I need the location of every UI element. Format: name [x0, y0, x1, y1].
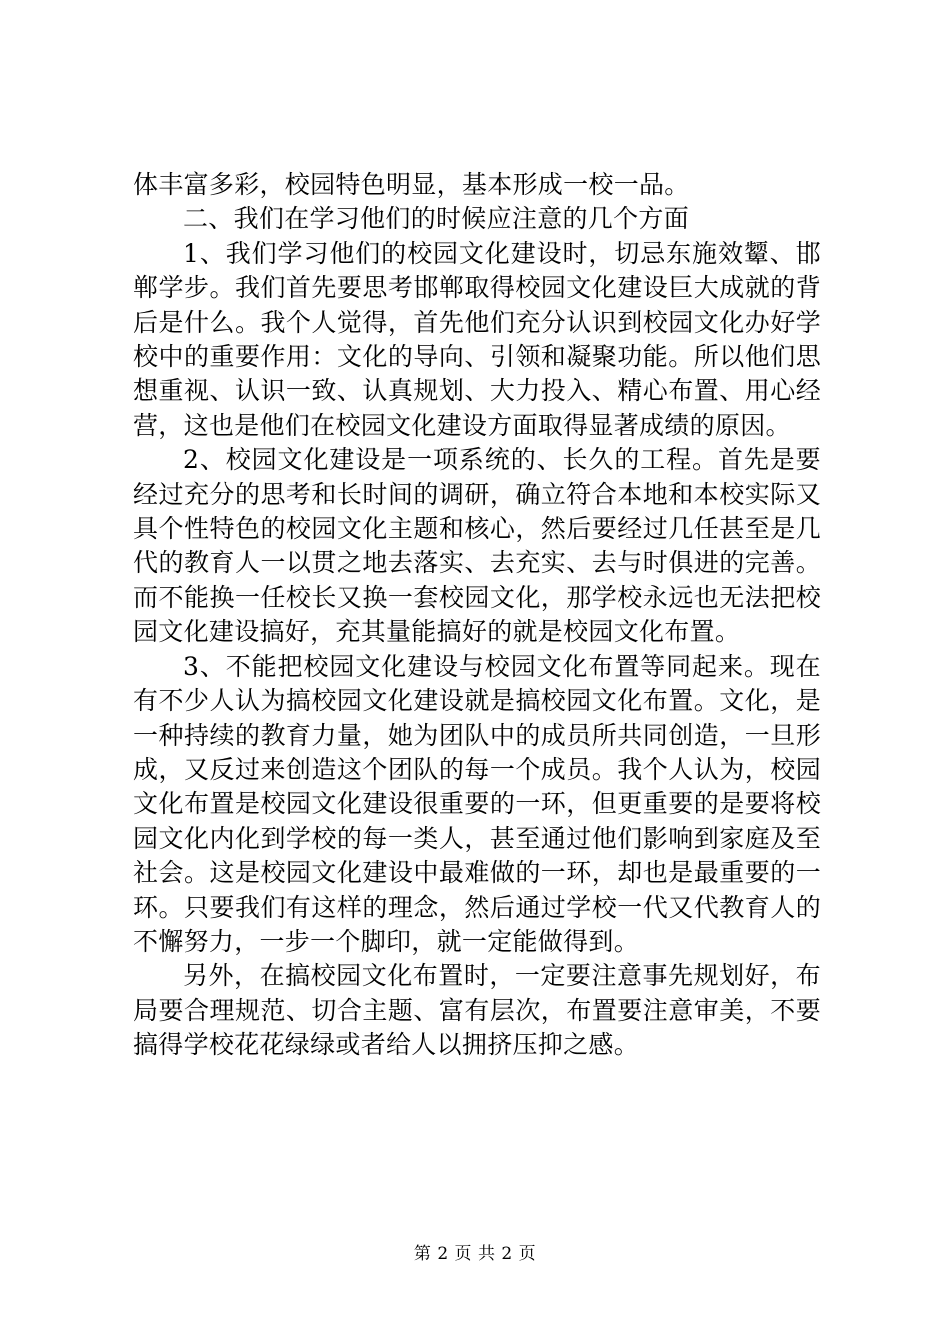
- paragraph-point-3: 3、不能把校园文化建设与校园文化布置等同起来。现在有不少人认为搞校园文化建设就是搞校园文化布置。文化，是一种持续的教育力量，她为团队中的成员所共同创造，一旦形成，又反过来创造这个团队的每一个成员。我个人认为，校园文化布置是校园文化建设很重要的一环，但更重要的是要将校园文化内化到学校的每一类人，甚至通过他们影响到家庭及至社会。这是校园文化建设中最难做的一环，却也是最重要的一环。只要我们有这样的理念，然后通过学校一代又代教育人的不懈努力，一步一个脚印，就一定能做得到。: [133, 651, 821, 956]
- paragraph-continuation: 体丰富多彩，校园特色明显，基本形成一校一品。: [133, 170, 690, 199]
- paragraph-additional: 另外，在搞校园文化布置时，一定要注意事先规划好，布局要合理规范、切合主题、富有层次，布置要注意审美，不要搞得学校花花绿绿或者给人以拥挤压抑之感。: [133, 961, 821, 1060]
- paragraph-point-1: 1、我们学习他们的校园文化建设时，切忌东施效颦、邯郸学步。我们首先要思考邯郸取得校园文化建设巨大成就的背后是什么。我个人觉得，首先他们充分认识到校园文化办好学校中的重要作用：文化的导向、引领和凝聚功能。所以他们思想重视、认识一致、认真规划、大力投入、精心布置、用心经营，这也是他们在校园文化建设方面取得显著成绩的原因。: [133, 238, 821, 440]
- page-number-footer: 第 2 页 共 2 页: [413, 1244, 537, 1264]
- section-heading: 二、我们在学习他们的时候应注意的几个方面: [183, 204, 690, 234]
- paragraph-point-2: 2、校园文化建设是一项系统的、长久的工程。首先是要经过充分的思考和长时间的调研，确立符合本地和本校实际又具个性特色的校园文化主题和核心，然后要经过几任甚至是几代的教育人一以贯之地去落实、去充实、去与时俱进的完善。而不能换一任校长又换一套校园文化，那学校永远也无法把校园文化建设搞好，充其量能搞好的就是校园文化布置。: [133, 445, 821, 647]
- document-body: [133, 168, 821, 1063]
